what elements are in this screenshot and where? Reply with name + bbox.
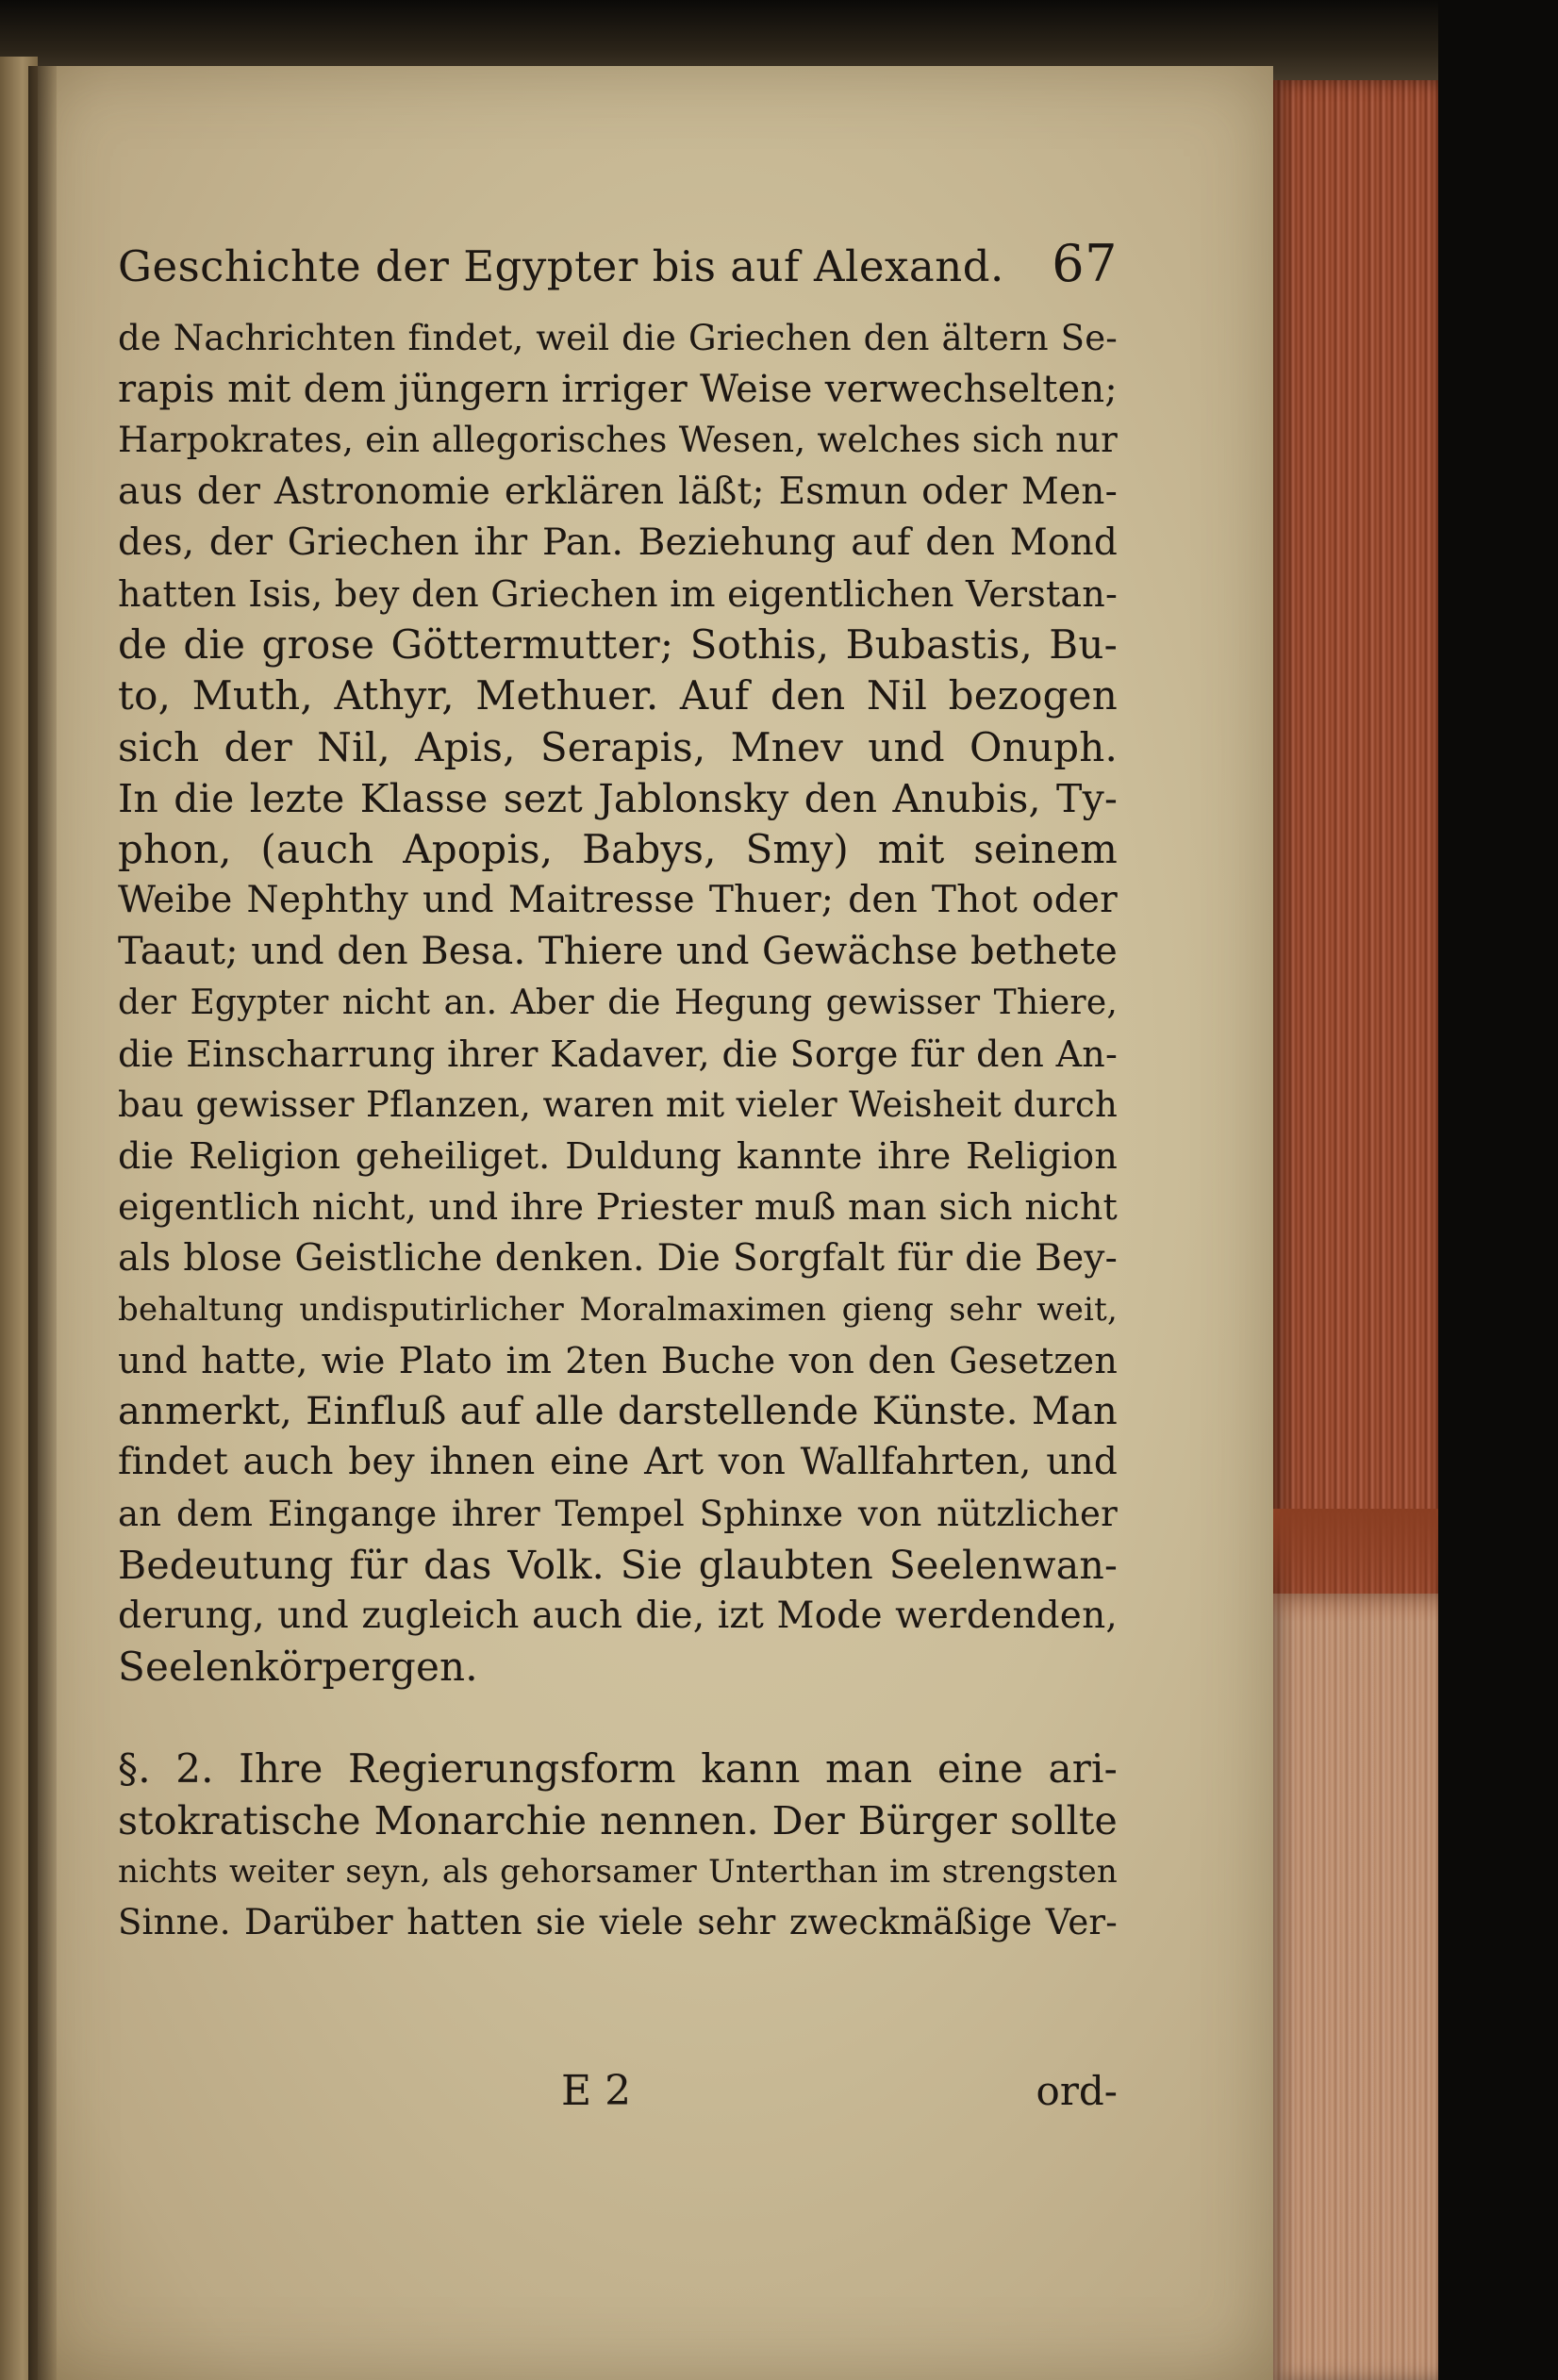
- scan-right-border: [1438, 0, 1558, 2380]
- text-line: anmerkt, Einfluß auf alle darstellende Künste. Man: [118, 1390, 1118, 1434]
- text-line: die Einscharrung ihrer Kadaver, die Sorge für den An-: [118, 1033, 1118, 1075]
- page-block-edges-lower: [1273, 1594, 1443, 2380]
- page-block-edges-fade: [1273, 1509, 1443, 1622]
- text-line: Sinne. Darüber hatten sie viele sehr zweckmäßige Ver-: [118, 1902, 1118, 1943]
- text-line: hatten Isis, bey den Griechen im eigentlichen Verstan-: [118, 573, 1118, 616]
- text-line: des, der Griechen ihr Pan. Beziehung auf den Mond: [118, 521, 1118, 564]
- page-footer: [118, 2063, 1118, 2120]
- paragraph-1: [118, 313, 1118, 1693]
- text-line: an dem Eingange ihrer Tempel Sphinxe von nützlicher: [118, 1493, 1118, 1534]
- binding-gutter: [28, 66, 57, 2380]
- page-number: 67: [1052, 234, 1118, 293]
- page-text: [118, 231, 1118, 1948]
- paragraph-2: [118, 1744, 1118, 1948]
- catchword: ord-: [1036, 2068, 1118, 2114]
- text-line: to, Muth, Athyr, Methuer. Auf den Nil bezogen: [118, 672, 1118, 719]
- text-line: Bedeutung für das Volk. Sie glaubten Seelenwan-: [118, 1542, 1118, 1588]
- text-line: stokratische Monarchie nennen. Der Bürger sollte: [118, 1797, 1118, 1843]
- text-line: als blose Geistliche denken. Die Sorgfalt für die Bey-: [118, 1236, 1118, 1280]
- running-title: Geschichte der Egypter bis auf Alexand.: [118, 241, 1004, 291]
- text-line: aus der Astronomie erklären läßt; Esmun oder Men-: [118, 470, 1118, 513]
- text-line: In die lezte Klasse sezt Jablonsky den Anubis, Ty-: [118, 775, 1118, 821]
- text-line: die Religion geheiliget. Duldung kannte ihre Religion: [118, 1135, 1118, 1178]
- text-line: phon, (auch Apopis, Babys, Smy) mit seinem: [118, 826, 1118, 873]
- text-line: eigentlich nicht, und ihre Priester muß man sich nicht: [118, 1186, 1118, 1229]
- text-line: der Egypter nicht an. Aber die Hegung gewisser Thiere,: [118, 983, 1118, 1022]
- text-line: Taaut; und den Besa. Thiere und Gewächse bethete: [118, 930, 1118, 974]
- text-line: de Nachrichten findet, weil die Griechen den ältern Se-: [118, 318, 1118, 358]
- text-line: und hatte, wie Plato im 2ten Buche von den Gesetzen: [118, 1340, 1118, 1382]
- text-line: de die grose Göttermutter; Sothis, Bubastis, Bu-: [118, 621, 1118, 669]
- text-line: Seelenkörpergen.: [118, 1644, 478, 1691]
- text-line: rapis mit dem jüngern irriger Weise verwechselten;: [118, 368, 1118, 412]
- running-header: [118, 231, 1118, 300]
- text-line: findet auch bey ihnen eine Art von Wallfahrten, und: [118, 1441, 1118, 1484]
- signature-mark: E 2: [561, 2067, 632, 2115]
- text-line: behaltung undisputirlicher Moralmaximen gieng sehr weit,: [118, 1290, 1118, 1329]
- text-line: nichts weiter seyn, als gehorsamer Unterthan im strengsten: [118, 1852, 1118, 1891]
- text-line: sich der Nil, Apis, Serapis, Mnev und Onuph.: [118, 723, 1118, 770]
- text-line: §. 2. Ihre Regierungsform kann man eine ari-: [118, 1745, 1118, 1793]
- text-line: bau gewisser Pflanzen, waren mit vieler Weisheit durch: [118, 1084, 1118, 1126]
- text-line: derung, und zugleich auch die, izt Mode werdenden,: [118, 1595, 1118, 1638]
- text-line: Weibe Nephthy und Maitresse Thuer; den Thot oder: [118, 879, 1118, 922]
- text-line: Harpokrates, ein allegorisches Wesen, welches sich nur: [118, 420, 1118, 461]
- paragraph-gap: [118, 1693, 1118, 1744]
